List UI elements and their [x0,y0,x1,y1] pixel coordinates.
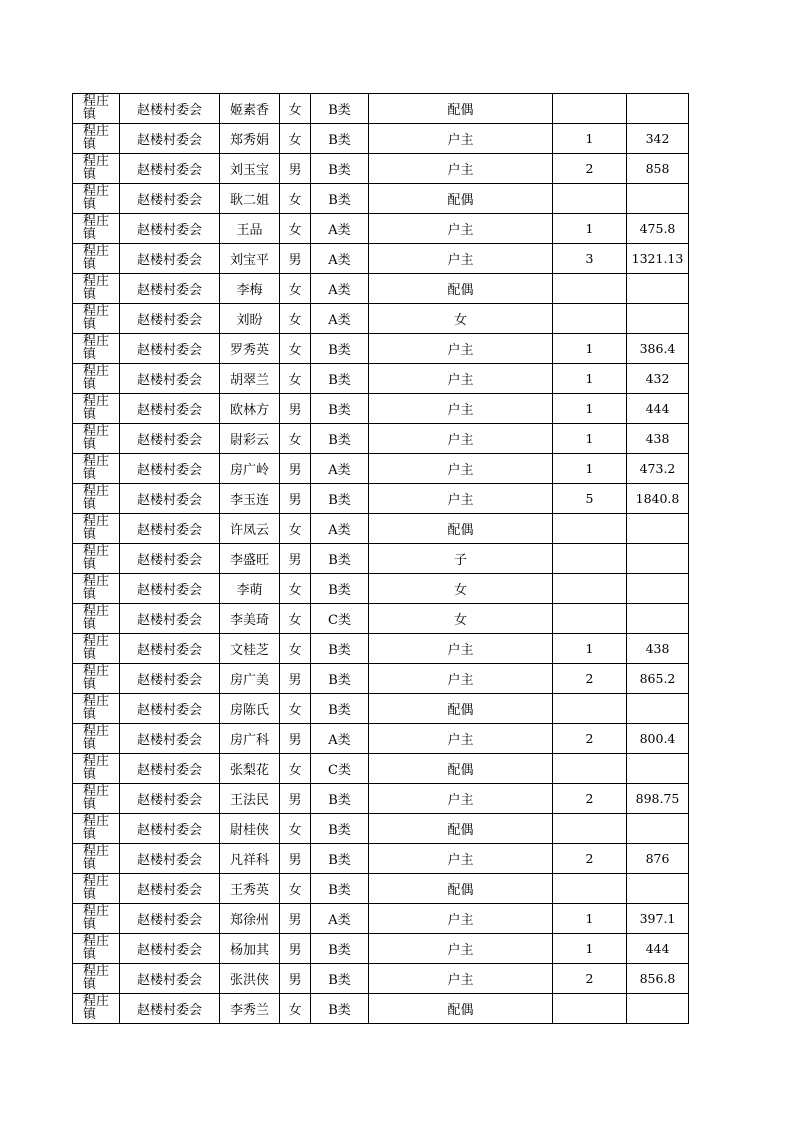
count-cell [553,754,627,784]
name-cell: 房陈氏 [220,694,280,724]
relation-cell: 户主 [369,424,553,454]
amount-cell: 342 [627,124,689,154]
count-cell: 2 [553,724,627,754]
relation-cell: 户主 [369,664,553,694]
table-row [73,214,689,244]
table-row [73,664,689,694]
count-cell: 1 [553,634,627,664]
table-row [73,904,689,934]
category-cell: B类 [311,154,369,184]
count-cell [553,94,627,124]
village-cell: 赵楼村委会 [120,274,220,304]
town-cell: 程庄镇 [73,634,120,664]
table-row [73,994,689,1024]
gender-cell: 男 [280,844,311,874]
relation-cell: 配偶 [369,754,553,784]
name-cell: 李玉连 [220,484,280,514]
gender-cell: 女 [280,124,311,154]
gender-cell: 男 [280,454,311,484]
count-cell: 1 [553,934,627,964]
town-cell: 程庄镇 [73,334,120,364]
village-cell: 赵楼村委会 [120,424,220,454]
count-cell [553,694,627,724]
count-cell: 3 [553,244,627,274]
town-cell: 程庄镇 [73,454,120,484]
name-cell: 王秀英 [220,874,280,904]
gender-cell: 女 [280,304,311,334]
village-cell: 赵楼村委会 [120,514,220,544]
table-row [73,94,689,124]
name-cell: 李秀兰 [220,994,280,1024]
amount-cell: 438 [627,424,689,454]
amount-cell: 386.4 [627,334,689,364]
gender-cell: 女 [280,874,311,904]
gender-cell: 男 [280,544,311,574]
amount-cell [627,94,689,124]
gender-cell: 女 [280,634,311,664]
relation-cell: 户主 [369,154,553,184]
category-cell: B类 [311,994,369,1024]
table-row [73,304,689,334]
village-cell: 赵楼村委会 [120,124,220,154]
village-cell: 赵楼村委会 [120,244,220,274]
relation-cell: 户主 [369,214,553,244]
relation-cell: 配偶 [369,514,553,544]
town-cell: 程庄镇 [73,514,120,544]
gender-cell: 男 [280,484,311,514]
amount-cell: 1321.13 [627,244,689,274]
category-cell: B类 [311,964,369,994]
category-cell: A类 [311,304,369,334]
table-row [73,934,689,964]
gender-cell: 女 [280,754,311,784]
amount-cell [627,994,689,1024]
village-cell: 赵楼村委会 [120,634,220,664]
village-cell: 赵楼村委会 [120,694,220,724]
count-cell [553,304,627,334]
category-cell: A类 [311,454,369,484]
table-row [73,244,689,274]
name-cell: 房广岭 [220,454,280,484]
gender-cell: 女 [280,334,311,364]
village-cell: 赵楼村委会 [120,544,220,574]
village-cell: 赵楼村委会 [120,154,220,184]
category-cell: A类 [311,904,369,934]
count-cell [553,574,627,604]
count-cell: 1 [553,124,627,154]
category-cell: B类 [311,364,369,394]
village-cell: 赵楼村委会 [120,604,220,634]
category-cell: A类 [311,724,369,754]
town-cell: 程庄镇 [73,724,120,754]
town-cell: 程庄镇 [73,484,120,514]
count-cell [553,184,627,214]
count-cell: 2 [553,154,627,184]
category-cell: B类 [311,544,369,574]
town-cell: 程庄镇 [73,964,120,994]
village-cell: 赵楼村委会 [120,814,220,844]
gender-cell: 男 [280,664,311,694]
relation-cell: 户主 [369,454,553,484]
town-cell: 程庄镇 [73,184,120,214]
amount-cell: 800.4 [627,724,689,754]
gender-cell: 男 [280,724,311,754]
category-cell: B类 [311,634,369,664]
name-cell: 李梅 [220,274,280,304]
category-cell: B类 [311,784,369,814]
village-cell: 赵楼村委会 [120,574,220,604]
category-cell: C类 [311,604,369,634]
town-cell: 程庄镇 [73,604,120,634]
gender-cell: 男 [280,154,311,184]
village-cell: 赵楼村委会 [120,664,220,694]
count-cell: 2 [553,664,627,694]
category-cell: A类 [311,514,369,544]
town-cell: 程庄镇 [73,694,120,724]
relation-cell: 户主 [369,934,553,964]
relation-cell: 户主 [369,334,553,364]
amount-cell: 856.8 [627,964,689,994]
category-cell: A类 [311,214,369,244]
name-cell: 姬素香 [220,94,280,124]
category-cell: B类 [311,934,369,964]
village-cell: 赵楼村委会 [120,784,220,814]
gender-cell: 女 [280,514,311,544]
town-cell: 程庄镇 [73,244,120,274]
name-cell: 凡祥科 [220,844,280,874]
amount-cell: 473.2 [627,454,689,484]
relation-cell: 女 [369,304,553,334]
gender-cell: 女 [280,604,311,634]
amount-cell [627,604,689,634]
table-row [73,874,689,904]
town-cell: 程庄镇 [73,874,120,904]
name-cell: 文桂芝 [220,634,280,664]
relation-cell: 户主 [369,724,553,754]
category-cell: C类 [311,754,369,784]
name-cell: 郑秀娟 [220,124,280,154]
town-cell: 程庄镇 [73,154,120,184]
name-cell: 尉彩云 [220,424,280,454]
gender-cell: 女 [280,184,311,214]
village-cell: 赵楼村委会 [120,904,220,934]
count-cell: 2 [553,964,627,994]
amount-cell: 1840.8 [627,484,689,514]
category-cell: B类 [311,124,369,154]
gender-cell: 女 [280,94,311,124]
count-cell: 2 [553,784,627,814]
village-cell: 赵楼村委会 [120,94,220,124]
village-cell: 赵楼村委会 [120,214,220,244]
town-cell: 程庄镇 [73,124,120,154]
relation-cell: 女 [369,604,553,634]
relation-cell: 女 [369,574,553,604]
count-cell: 1 [553,394,627,424]
village-cell: 赵楼村委会 [120,454,220,484]
gender-cell: 男 [280,784,311,814]
gender-cell: 男 [280,904,311,934]
table-row [73,364,689,394]
name-cell: 王品 [220,214,280,244]
table-row [73,814,689,844]
town-cell: 程庄镇 [73,844,120,874]
name-cell: 胡翠兰 [220,364,280,394]
name-cell: 许凤云 [220,514,280,544]
gender-cell: 女 [280,274,311,304]
name-cell: 刘玉宝 [220,154,280,184]
town-cell: 程庄镇 [73,754,120,784]
name-cell: 房广美 [220,664,280,694]
amount-cell [627,694,689,724]
name-cell: 王法民 [220,784,280,814]
village-cell: 赵楼村委会 [120,484,220,514]
relation-cell: 配偶 [369,694,553,724]
count-cell [553,994,627,1024]
gender-cell: 女 [280,424,311,454]
relation-cell: 配偶 [369,874,553,904]
amount-cell: 438 [627,634,689,664]
gender-cell: 男 [280,964,311,994]
gender-cell: 女 [280,574,311,604]
count-cell: 1 [553,904,627,934]
category-cell: B类 [311,184,369,214]
amount-cell: 397.1 [627,904,689,934]
name-cell: 杨加其 [220,934,280,964]
town-cell: 程庄镇 [73,574,120,604]
table-row [73,484,689,514]
category-cell: A类 [311,244,369,274]
town-cell: 程庄镇 [73,214,120,244]
table-row [73,544,689,574]
gender-cell: 女 [280,694,311,724]
name-cell: 房广科 [220,724,280,754]
gender-cell: 男 [280,934,311,964]
town-cell: 程庄镇 [73,784,120,814]
amount-cell: 444 [627,934,689,964]
name-cell: 李盛旺 [220,544,280,574]
relation-cell: 户主 [369,394,553,424]
gender-cell: 女 [280,364,311,394]
town-cell: 程庄镇 [73,544,120,574]
amount-cell [627,184,689,214]
town-cell: 程庄镇 [73,424,120,454]
relation-cell: 户主 [369,844,553,874]
roster-body [73,94,689,1024]
town-cell: 程庄镇 [73,904,120,934]
category-cell: B类 [311,94,369,124]
count-cell: 1 [553,424,627,454]
table-row [73,844,689,874]
name-cell: 尉桂侠 [220,814,280,844]
village-cell: 赵楼村委会 [120,724,220,754]
name-cell: 欧林方 [220,394,280,424]
gender-cell: 男 [280,394,311,424]
village-cell: 赵楼村委会 [120,364,220,394]
table-row [73,784,689,814]
table-row [73,634,689,664]
amount-cell [627,754,689,784]
category-cell: B类 [311,394,369,424]
amount-cell [627,304,689,334]
gender-cell: 女 [280,814,311,844]
count-cell [553,544,627,574]
village-cell: 赵楼村委会 [120,394,220,424]
amount-cell: 898.75 [627,784,689,814]
table-row [73,424,689,454]
name-cell: 张洪侠 [220,964,280,994]
amount-cell: 444 [627,394,689,424]
amount-cell: 858 [627,154,689,184]
count-cell [553,814,627,844]
category-cell: B类 [311,844,369,874]
gender-cell: 女 [280,994,311,1024]
category-cell: B类 [311,664,369,694]
count-cell [553,874,627,904]
roster-table [72,93,689,1024]
table-row [73,154,689,184]
amount-cell: 432 [627,364,689,394]
amount-cell [627,874,689,904]
name-cell: 张梨花 [220,754,280,784]
amount-cell [627,274,689,304]
town-cell: 程庄镇 [73,664,120,694]
amount-cell [627,814,689,844]
table-row [73,394,689,424]
relation-cell: 配偶 [369,274,553,304]
relation-cell: 户主 [369,964,553,994]
village-cell: 赵楼村委会 [120,334,220,364]
village-cell: 赵楼村委会 [120,994,220,1024]
relation-cell: 户主 [369,784,553,814]
count-cell [553,604,627,634]
town-cell: 程庄镇 [73,994,120,1024]
category-cell: A类 [311,274,369,304]
relation-cell: 户主 [369,904,553,934]
town-cell: 程庄镇 [73,94,120,124]
village-cell: 赵楼村委会 [120,964,220,994]
name-cell: 刘盼 [220,304,280,334]
relation-cell: 户主 [369,364,553,394]
count-cell [553,274,627,304]
name-cell: 刘宝平 [220,244,280,274]
table-row [73,604,689,634]
village-cell: 赵楼村委会 [120,304,220,334]
relation-cell: 配偶 [369,184,553,214]
name-cell: 郑徐州 [220,904,280,934]
table-row [73,184,689,214]
relation-cell: 配偶 [369,994,553,1024]
village-cell: 赵楼村委会 [120,874,220,904]
name-cell: 罗秀英 [220,334,280,364]
name-cell: 耿二姐 [220,184,280,214]
table-row [73,334,689,364]
town-cell: 程庄镇 [73,394,120,424]
category-cell: B类 [311,874,369,904]
name-cell: 李美琦 [220,604,280,634]
amount-cell [627,544,689,574]
category-cell: B类 [311,424,369,454]
gender-cell: 男 [280,244,311,274]
count-cell [553,514,627,544]
town-cell: 程庄镇 [73,814,120,844]
relation-cell: 子 [369,544,553,574]
town-cell: 程庄镇 [73,274,120,304]
table-row [73,964,689,994]
count-cell: 1 [553,214,627,244]
town-cell: 程庄镇 [73,364,120,394]
count-cell: 2 [553,844,627,874]
category-cell: B类 [311,694,369,724]
relation-cell: 配偶 [369,814,553,844]
category-cell: B类 [311,484,369,514]
table-row [73,124,689,154]
amount-cell: 865.2 [627,664,689,694]
count-cell: 5 [553,484,627,514]
table-row [73,754,689,784]
category-cell: B类 [311,334,369,364]
relation-cell: 配偶 [369,94,553,124]
count-cell: 1 [553,454,627,484]
relation-cell: 户主 [369,634,553,664]
table-row [73,454,689,484]
amount-cell: 876 [627,844,689,874]
town-cell: 程庄镇 [73,934,120,964]
gender-cell: 女 [280,214,311,244]
count-cell: 1 [553,334,627,364]
village-cell: 赵楼村委会 [120,934,220,964]
table-row [73,694,689,724]
count-cell: 1 [553,364,627,394]
village-cell: 赵楼村委会 [120,754,220,784]
relation-cell: 户主 [369,124,553,154]
table-row [73,514,689,544]
name-cell: 李萌 [220,574,280,604]
village-cell: 赵楼村委会 [120,844,220,874]
table-row [73,724,689,754]
category-cell: B类 [311,574,369,604]
table-row [73,274,689,304]
relation-cell: 户主 [369,244,553,274]
amount-cell [627,574,689,604]
category-cell: B类 [311,814,369,844]
table-row [73,574,689,604]
amount-cell: 475.8 [627,214,689,244]
town-cell: 程庄镇 [73,304,120,334]
amount-cell [627,514,689,544]
village-cell: 赵楼村委会 [120,184,220,214]
relation-cell: 户主 [369,484,553,514]
